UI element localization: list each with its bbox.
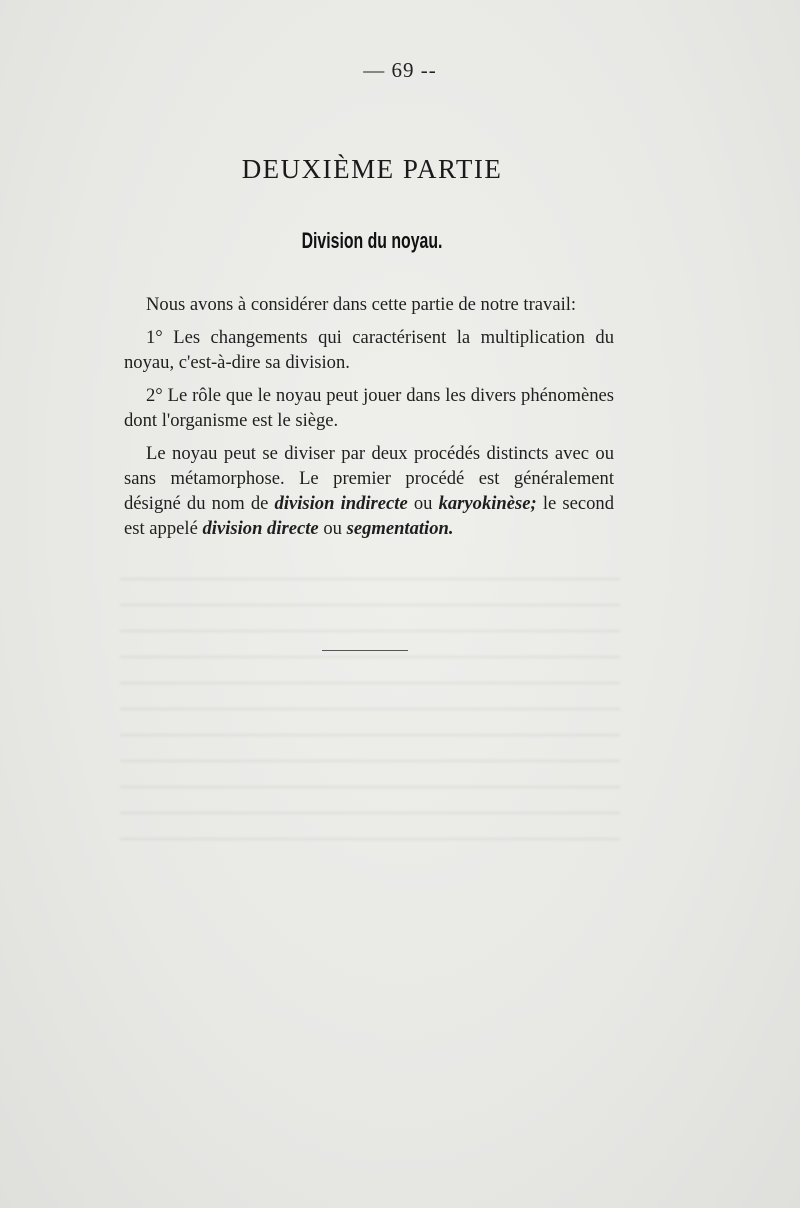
body-text — [124, 292, 614, 549]
paragraph-point-2 — [124, 383, 614, 433]
section-title: Division du noyau. — [301, 228, 443, 253]
term-karyokinese: karyokinèse; — [438, 493, 537, 514]
paragraph-point-1 — [124, 325, 614, 375]
paragraph-text: 1° Les changements qui caractérisent la multiplication du noyau, c'est-à-dire sa division. — [124, 327, 614, 373]
term-division-directe: division directe — [202, 518, 319, 539]
paragraph-text: ou — [407, 493, 439, 514]
paragraph-text: Le noyau peut se diviser par deux procédés distincts avec ou sans métamorphose. Le premier procédé est généralement désigné du nom de — [124, 443, 614, 514]
paragraph-text: le second est appelé — [124, 493, 614, 539]
paragraph-intro — [124, 292, 614, 317]
paragraph-text: ou — [318, 518, 347, 539]
paragraph-text: Nous avons à considérer dans cette partie de notre travail: — [146, 294, 577, 315]
term-segmentation: segmentation. — [346, 518, 454, 539]
term-division-indirecte: division indirecte — [274, 493, 408, 514]
part-title: DEUXIÈME PARTIE — [241, 154, 503, 184]
show-through-texture — [120, 560, 620, 860]
paragraph-text: 2° Le rôle que le noyau peut jouer dans les divers phénomènes dont l'organisme est le siège. — [124, 385, 614, 431]
separator-rule — [322, 650, 408, 651]
paragraph-division — [124, 441, 614, 541]
page-number: — 69 -- — [363, 58, 437, 82]
